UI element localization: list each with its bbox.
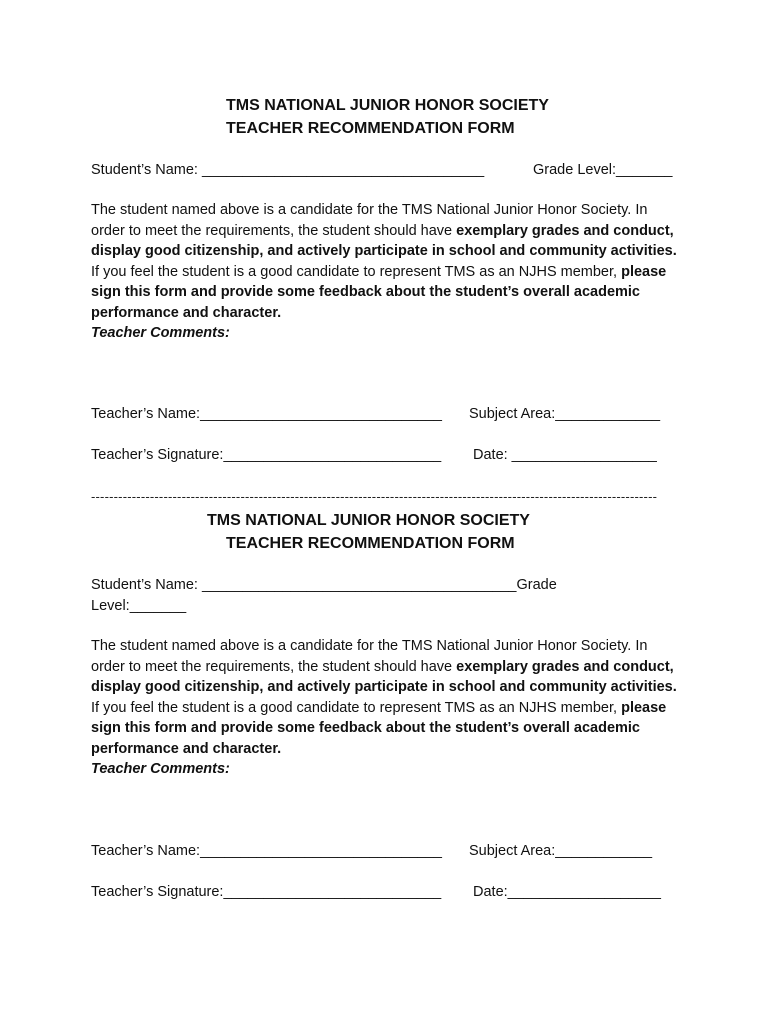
student-info-block: [91, 575, 681, 617]
teacher-signature-row: [91, 445, 681, 465]
grade-level-field[interactable]: Level:_______: [91, 598, 187, 614]
subject-area-field[interactable]: Subject Area:____________: [469, 842, 653, 859]
teacher-comments-label: Teacher Comments:: [91, 761, 230, 777]
grade-level-field[interactable]: Grade Level:_______: [533, 162, 673, 178]
request-text: please sign this form and provide some feedback about the student’s overall academic performance and character.: [91, 699, 667, 757]
grade-level-row: [91, 596, 681, 617]
instructions-paragraph: [91, 636, 685, 759]
teacher-name-field[interactable]: Teacher’s Name:______________________________: [91, 842, 442, 859]
comments-area[interactable]: [91, 344, 681, 404]
teacher-comments-label: Teacher Comments:: [91, 325, 230, 341]
request-text: please sign this form and provide some feedback about the student’s overall academic performance and character.: [91, 263, 667, 321]
comments-area[interactable]: [91, 780, 681, 841]
mid-text: If you feel the student is a good candidate to represent TMS as an NJHS member,: [91, 243, 685, 280]
student-name-field[interactable]: Student’s Name: _______________________________________Grade: [91, 577, 557, 593]
teacher-signature-field[interactable]: Teacher’s Signature:___________________________: [91, 883, 442, 900]
recommendation-form-1: [91, 94, 685, 465]
teacher-name-field[interactable]: Teacher’s Name:______________________________: [91, 405, 442, 422]
requirements-text: exemplary grades and conduct, display good citizenship, and actively participate in school and community activities.: [91, 658, 677, 695]
cut-line-divider: -----------------------------------------------------------------------------------------------------------------------------: [91, 489, 658, 504]
title-line-2: TEACHER RECOMMENDATION FORM: [226, 120, 515, 137]
title-line-1: TMS NATIONAL JUNIOR HONOR SOCIETY: [226, 97, 549, 114]
requirements-text: exemplary grades and conduct, display good citizenship, and actively participate in school and community activities.: [91, 222, 677, 259]
intro-text: The student named above is a candidate for the TMS National Junior Honor Society. In order to meet the requirements, the student should have: [91, 202, 648, 239]
student-info-row: [91, 160, 681, 180]
teacher-name-row: [91, 404, 681, 424]
teacher-signature-field[interactable]: Teacher’s Signature:___________________________: [91, 446, 442, 463]
form-title: [91, 94, 681, 140]
mid-text: If you feel the student is a good candidate to represent TMS as an NJHS member,: [91, 679, 685, 716]
student-name-field[interactable]: Student’s Name: ___________________________________: [91, 162, 485, 178]
student-name-row: [91, 575, 681, 596]
subject-area-field[interactable]: Subject Area:_____________: [469, 405, 661, 422]
teacher-name-row: [91, 841, 681, 861]
instructions-paragraph: [91, 200, 685, 323]
recommendation-form-2: [91, 509, 685, 902]
teacher-signature-row: [91, 882, 681, 902]
title-line-1: TMS NATIONAL JUNIOR HONOR SOCIETY: [207, 512, 530, 529]
date-field[interactable]: Date: __________________: [473, 446, 657, 463]
title-line-2: TEACHER RECOMMENDATION FORM: [226, 535, 515, 552]
date-field[interactable]: Date:___________________: [473, 883, 661, 900]
form-title: [91, 509, 681, 555]
intro-text: The student named above is a candidate for the TMS National Junior Honor Society. In order to meet the requirements, the student should have: [91, 638, 648, 675]
